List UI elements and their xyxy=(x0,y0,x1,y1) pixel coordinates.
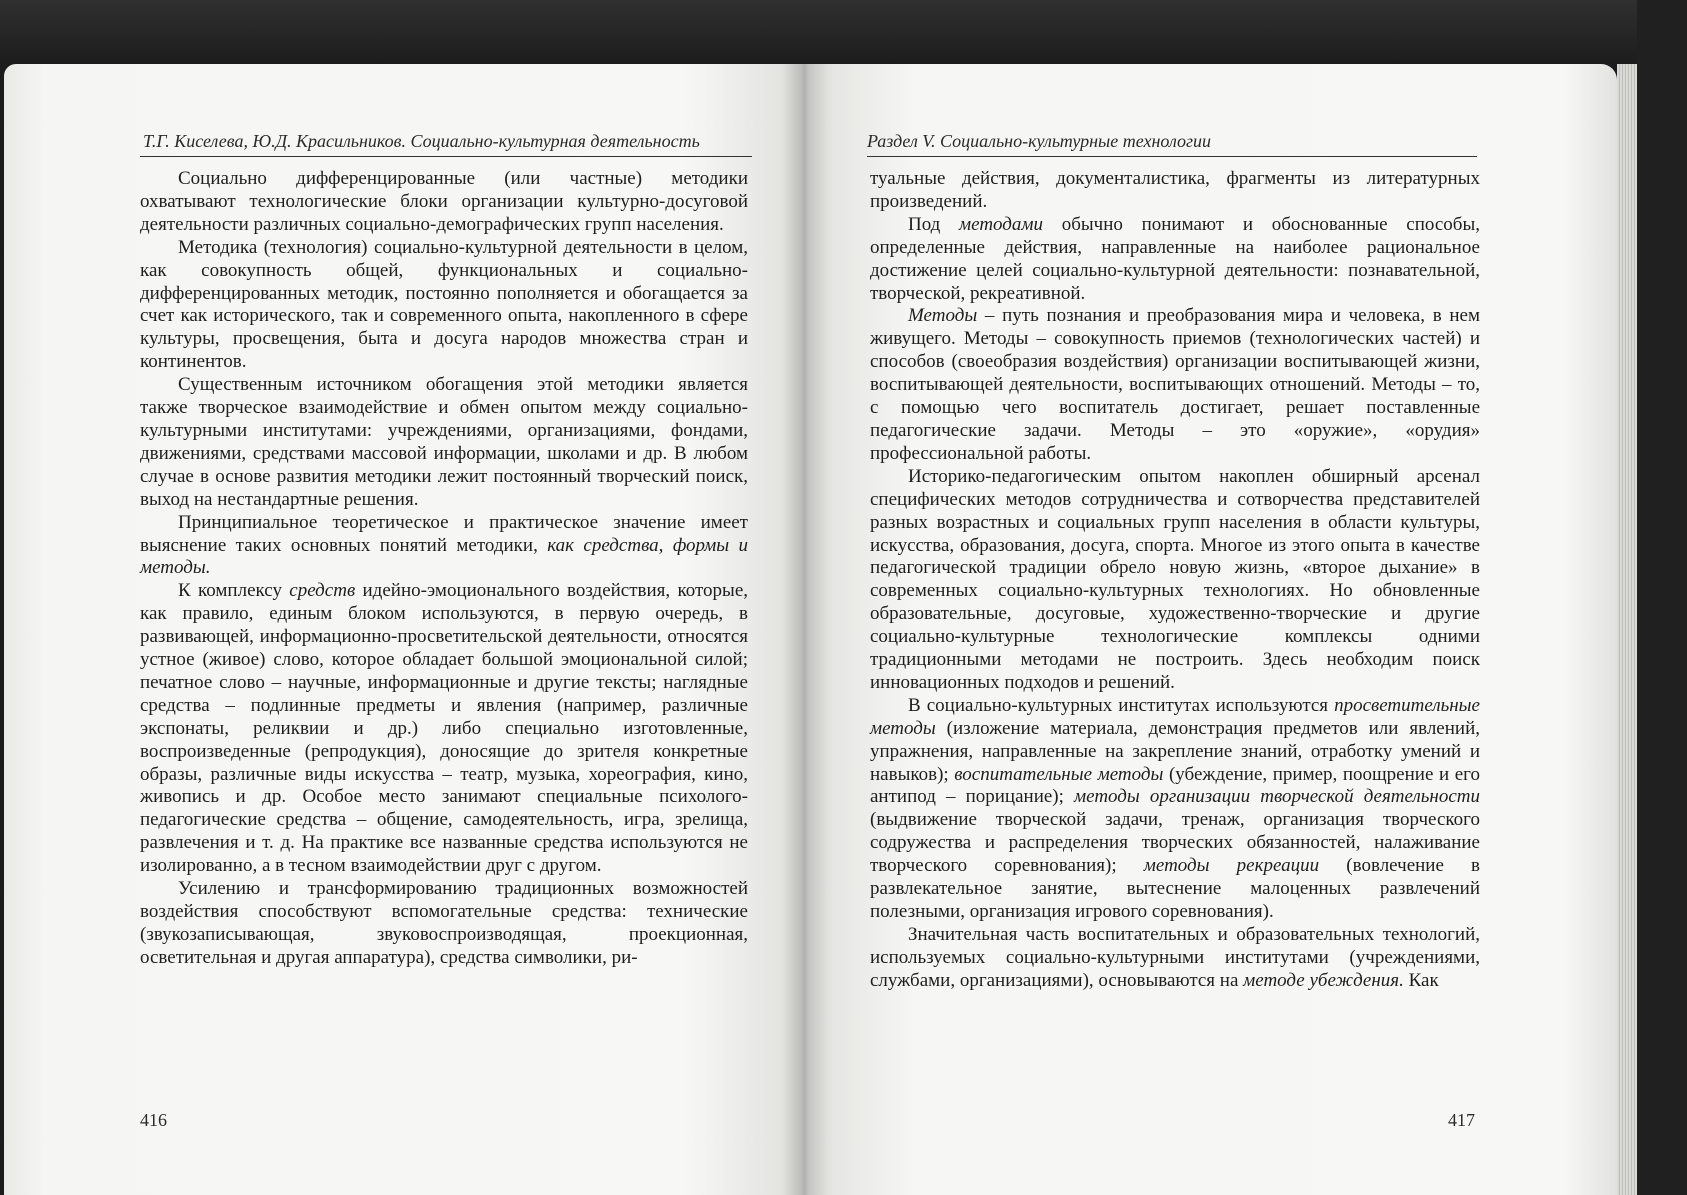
text-run: Историко-педагогическим опытом накоплен обширный арсенал специфических методов сотрудничества и сотворчества представителей разных возрастных и социальных групп населения в области культуры, искусства, образования, досуга, спорта. Многое из этого опыта в качестве педагогической традиции обрело новую жизнь, «второе дыхание» в современных социально-культурных технологиях. Но обновленные образовательные, досуговые, художественно-творческие и другие социально-культурные технологические комплексы одними традиционными методами не построить. Здесь необходим поиск инновационных подходов и решений. xyxy=(870,465,1480,693)
text-run: Принципиальное теоретическое и практическое значение имеет выяснение таких основных понятий методики, xyxy=(140,511,748,556)
paragraph xyxy=(870,466,1480,695)
text-run: Под xyxy=(908,213,960,235)
text-run: Значительная часть воспитательных и образовательных технологий, используемых социально-культурными институтами (учреждениями, службами, организациями), основываются на xyxy=(870,923,1480,991)
text-run: идейно-эмоционального воздействия, которые, как правило, единым блоком используются, в первую очередь, в развивающей, информационно-просветительской деятельности, относятся устное (живое) слово, которое обладает большой эмоциональной силой; печатное слово – научные, информационные и другие тексты; наглядные средства – подлинные предметы и явления (например, различные экспонаты, реликвии и др.) либо специально изготовленные, воспроизведенные (репродукция), доносящие до зрителя конкретные образы, различные виды искусства – театр, музыка, хореография, кино, живопись и др. Особое место занимают специальные психолого-педагогические средства – общение, самодеятельность, игра, зрелища, развлечения и т. д. На практике все названные средства используются не изолированно, а в тесном взаимодействии друг с другом. xyxy=(140,580,748,877)
right-head-rule xyxy=(867,156,1477,157)
text-run: – путь познания и преобразования мира и человека, в нем живущего. Методы – совокупность приемов (технологических частей) и способов (своеобразия воздействия) организации воспитывающей жизни, воспитывающей деятельности, воспитывающих отношений. Методы – то, с помощью чего воспитатель достигает, решает поставленные педагогические задачи. Методы – это «оружие», «орудия» профессиональной работы. xyxy=(870,305,1480,464)
italic-term: как средства, формы и методы. xyxy=(140,534,748,579)
book-gutter xyxy=(780,64,828,1195)
italic-term: средств xyxy=(289,580,356,602)
paragraph xyxy=(870,168,1480,214)
left-page-number: 416 xyxy=(140,1110,167,1130)
paragraph xyxy=(870,695,1480,924)
text-run: Методика (технология) социально-культурной деятельности в целом, как совокупность общей, функциональных и социально-дифференцированных методик, постоянно пополняется и обогащается за счет как исторического, так и современного опыта, накопленного в сфере культуры, просвещения, быта и досуга народов множества стран и континентов. xyxy=(140,236,748,373)
text-run: Социально дифференцированные (или частные) методики охватывают технологические блоки организации культурно-досуговой деятельности различных социально-демографических групп населения. xyxy=(140,168,748,235)
scan-background-right xyxy=(1637,0,1687,1195)
paragraph xyxy=(870,214,1480,306)
text-run: (убеждение, пример, поощрение и его антипод – порицание); xyxy=(870,763,1481,808)
text-run: (изложение материала, демонстрация предметов или явлений, упражнения, направленные на закрепление знаний, отработку умений и навыков); xyxy=(870,717,1480,785)
text-run: В социально-культурных институтах используются xyxy=(908,694,1335,716)
right-page-number: 417 xyxy=(1448,1110,1475,1130)
paragraph xyxy=(140,237,748,374)
italic-term: методы организации творческой деятельности xyxy=(1074,786,1481,808)
italic-term: воспитательные методы xyxy=(954,763,1164,785)
italic-term: Методы xyxy=(908,305,978,327)
scan-background-top xyxy=(0,0,1687,72)
paragraph xyxy=(140,878,748,970)
italic-term: методе убеждения. xyxy=(1243,969,1404,991)
right-running-head: Раздел V. Социально-культурные технологии xyxy=(867,131,1212,151)
paragraph xyxy=(140,512,748,581)
paragraph xyxy=(140,580,748,878)
text-run: Существенным источником обогащения этой методики является также творческое взаимодействие и обмен опытом между социально-культурными институтами: учреждениями, организациями, фондами, движениями, средствами массовой информации, школами и др. В любом случае в основе развития методики лежит постоянный творческий поиск, выход на нестандартные решения. xyxy=(140,374,748,510)
paragraph xyxy=(140,374,748,511)
text-run: (выдвижение творческой задачи, тренаж, организация творческого содружества и распределения творческих обязанностей, налаживание творческого соревнования); xyxy=(870,809,1480,877)
paragraph xyxy=(140,168,748,237)
italic-term: методами xyxy=(959,213,1044,235)
text-run: Как xyxy=(1403,969,1439,991)
text-run: туальные действия, документалистика, фрагменты из литературных произведений. xyxy=(870,168,1480,212)
right-page-text xyxy=(870,168,1480,993)
paragraph xyxy=(870,924,1480,993)
page-edges xyxy=(1617,64,1637,1195)
left-page-text xyxy=(140,168,748,970)
text-run: (вовлечение в развлекательное занятие, вытеснение малоценных развлечений полезными, организация игрового соревнования). xyxy=(870,855,1481,922)
text-run: Усилению и трансформированию традиционных возможностей воздействия способствуют вспомогательные средства: технические (звукозаписывающая, звуковоспроизводящая, проекционная, осветительная и другая аппаратура), средства символики, ри- xyxy=(140,878,748,968)
italic-term: просветительные методы xyxy=(870,694,1480,739)
text-run: обычно понимают и обоснованные способы, определенные действия, направленные на наиболее рациональное достижение целей социально-культурной деятельности: познавательной, творческой, рекреативной. xyxy=(870,213,1480,304)
italic-term: методы рекреации xyxy=(1143,855,1320,877)
left-head-rule xyxy=(140,156,752,157)
paragraph xyxy=(870,305,1480,465)
text-run: К комплексу xyxy=(178,580,290,602)
left-running-head: Т.Г. Киселева, Ю.Д. Красильников. Социально-культурная деятельность xyxy=(143,131,700,151)
